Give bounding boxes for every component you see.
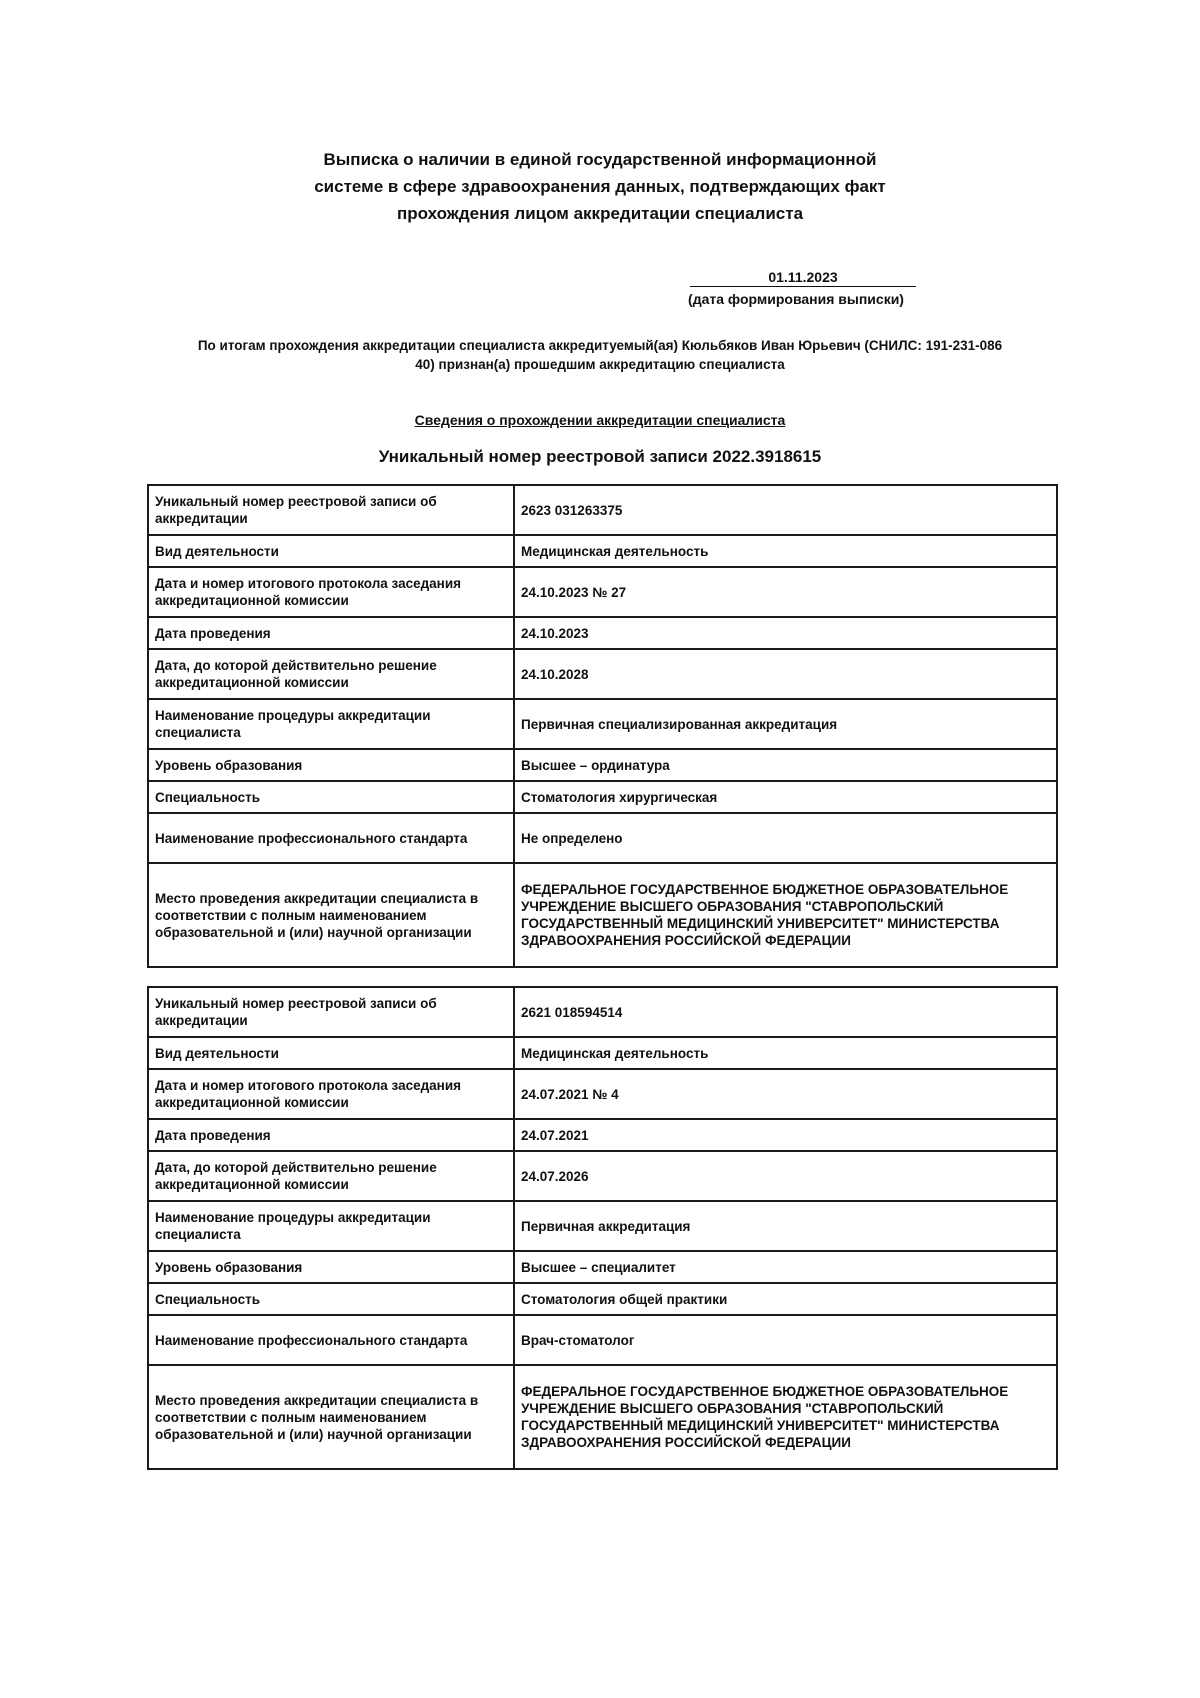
- table-row: [148, 749, 1057, 781]
- document-title-line: Выписка о наличии в единой государственной информационной: [323, 150, 877, 169]
- table-row: [148, 649, 1057, 699]
- document-title: [200, 146, 1000, 227]
- row-value: Первичная аккредитация: [514, 1201, 1057, 1251]
- table-row: [148, 813, 1057, 863]
- formation-date-caption: (дата формирования выписки): [688, 291, 904, 307]
- row-label: Уровень образования: [148, 749, 514, 781]
- table-row: [148, 535, 1057, 567]
- row-value: 2621 018594514: [514, 987, 1057, 1037]
- row-label: Наименование процедуры аккредитации специалиста: [148, 1201, 514, 1251]
- row-label: Уникальный номер реестровой записи об аккредитации: [148, 987, 514, 1037]
- row-label: Специальность: [148, 1283, 514, 1315]
- row-label: Наименование профессионального стандарта: [148, 813, 514, 863]
- row-value: 24.07.2021: [514, 1119, 1057, 1151]
- intro-line: 40) признан(а) прошедшим аккредитацию специалиста: [415, 357, 785, 372]
- row-label: Дата проведения: [148, 1119, 514, 1151]
- table-row: [148, 1069, 1057, 1119]
- table-row: [148, 1251, 1057, 1283]
- row-label: Место проведения аккредитации специалиста в соответствии с полным наименованием образовательной и (или) научной организации: [148, 863, 514, 967]
- row-label: Место проведения аккредитации специалиста в соответствии с полным наименованием образовательной и (или) научной организации: [148, 1365, 514, 1469]
- row-value: 24.10.2023 № 27: [514, 567, 1057, 617]
- table-row: [148, 617, 1057, 649]
- table-row: [148, 485, 1057, 535]
- row-value: Первичная специализированная аккредитация: [514, 699, 1057, 749]
- table-row: [148, 1037, 1057, 1069]
- row-value: Стоматология общей практики: [514, 1283, 1057, 1315]
- table-row: [148, 863, 1057, 967]
- row-label: Дата и номер итогового протокола заседания аккредитационной комиссии: [148, 1069, 514, 1119]
- row-value: Стоматология хирургическая: [514, 781, 1057, 813]
- row-value: Не определено: [514, 813, 1057, 863]
- row-value: Врач-стоматолог: [514, 1315, 1057, 1365]
- row-label: Дата проведения: [148, 617, 514, 649]
- row-label: Уровень образования: [148, 1251, 514, 1283]
- document-title-line: системе в сфере здравоохранения данных, подтверждающих факт: [314, 177, 886, 196]
- table-row: [148, 1201, 1057, 1251]
- table-row: [148, 987, 1057, 1037]
- intro-line: По итогам прохождения аккредитации специалиста аккредитуемый(ая) Кюльбяков Иван Юрьевич (СНИЛС: 191-231-086: [197, 338, 1003, 353]
- row-value: 24.10.2023: [514, 617, 1057, 649]
- intro-paragraph: [140, 336, 1060, 374]
- row-label: Специальность: [148, 781, 514, 813]
- formation-date-block: [676, 268, 916, 309]
- row-value: Высшее – специалитет: [514, 1251, 1057, 1283]
- row-label: Вид деятельности: [148, 535, 514, 567]
- row-value: 2623 031263375: [514, 485, 1057, 535]
- section-heading: Сведения о прохождении аккредитации специалиста: [414, 412, 786, 428]
- table-row: [148, 781, 1057, 813]
- table-row: [148, 1119, 1057, 1151]
- row-value: Высшее – ординатура: [514, 749, 1057, 781]
- table-row: [148, 1283, 1057, 1315]
- row-value: ФЕДЕРАЛЬНОЕ ГОСУДАРСТВЕННОЕ БЮДЖЕТНОЕ ОБРАЗОВАТЕЛЬНОЕ УЧРЕЖДЕНИЕ ВЫСШЕГО ОБРАЗОВАНИЯ "СТАВРОПОЛЬСКИЙ ГОСУДАРСТВЕННЫЙ МЕДИЦИНСКИЙ УНИВЕРСИТЕТ" МИНИСТЕРСТВА ЗДРАВООХРАНЕНИЯ РОССИЙСКОЙ ФЕДЕРАЦИИ: [514, 1365, 1057, 1469]
- row-label: Дата и номер итогового протокола заседания аккредитационной комиссии: [148, 567, 514, 617]
- row-label: Наименование профессионального стандарта: [148, 1315, 514, 1365]
- row-value: Медицинская деятельность: [514, 535, 1057, 567]
- row-label: Дата, до которой действительно решение аккредитационной комиссии: [148, 1151, 514, 1201]
- table-row: [148, 1151, 1057, 1201]
- table-row: [148, 1365, 1057, 1469]
- table-row: [148, 567, 1057, 617]
- row-value: 24.07.2021 № 4: [514, 1069, 1057, 1119]
- accreditation-record-table: [147, 986, 1058, 1470]
- formation-date: 01.11.2023: [690, 268, 916, 287]
- table-row: [148, 1315, 1057, 1365]
- row-label: Наименование процедуры аккредитации специалиста: [148, 699, 514, 749]
- row-value: 24.07.2026: [514, 1151, 1057, 1201]
- row-value: ФЕДЕРАЛЬНОЕ ГОСУДАРСТВЕННОЕ БЮДЖЕТНОЕ ОБРАЗОВАТЕЛЬНОЕ УЧРЕЖДЕНИЕ ВЫСШЕГО ОБРАЗОВАНИЯ "СТАВРОПОЛЬСКИЙ ГОСУДАРСТВЕННЫЙ МЕДИЦИНСКИЙ УНИВЕРСИТЕТ" МИНИСТЕРСТВА ЗДРАВООХРАНЕНИЯ РОССИЙСКОЙ ФЕДЕРАЦИИ: [514, 863, 1057, 967]
- row-value: 24.10.2028: [514, 649, 1057, 699]
- row-value: Медицинская деятельность: [514, 1037, 1057, 1069]
- row-label: Уникальный номер реестровой записи об аккредитации: [148, 485, 514, 535]
- row-label: Дата, до которой действительно решение аккредитационной комиссии: [148, 649, 514, 699]
- registry-number: Уникальный номер реестровой записи 2022.3918615: [378, 447, 822, 466]
- row-label: Вид деятельности: [148, 1037, 514, 1069]
- accreditation-record-table: [147, 484, 1058, 968]
- table-row: [148, 699, 1057, 749]
- document-title-line: прохождения лицом аккредитации специалиста: [396, 204, 804, 223]
